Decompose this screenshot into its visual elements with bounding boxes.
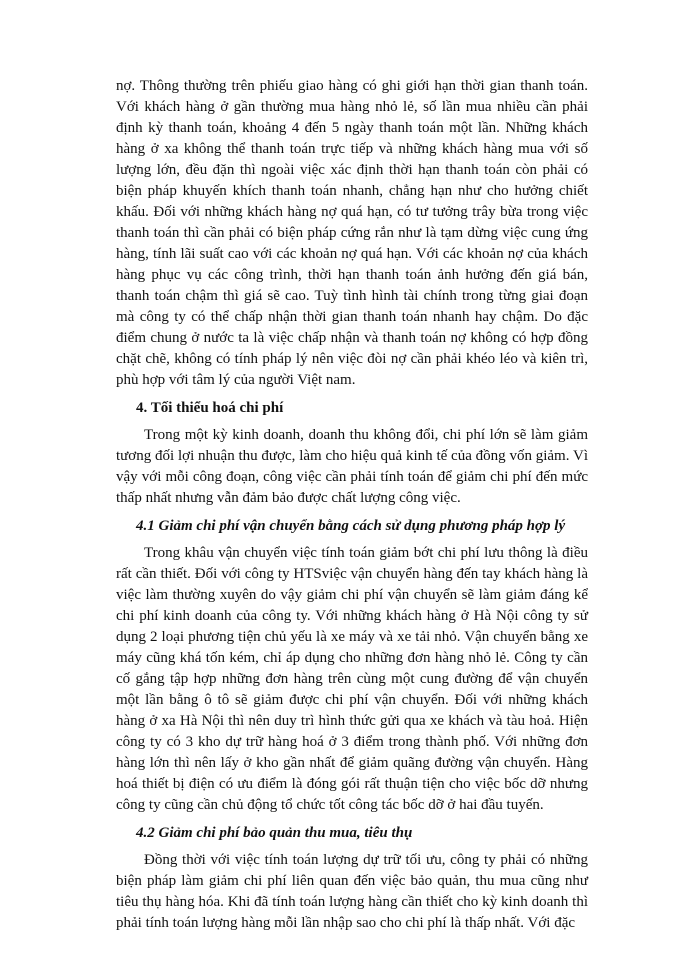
document-body [116, 76, 588, 934]
paragraph-transport-cost: Trong khâu vận chuyển việc tính toán giảm bớt chi phí lưu thông là điều rất cần thiết. Đối với công ty HTSviệc vận chuyển hàng đến tay khách hàng là việc làm thường xuyên do vậy giảm chi phí vận chuyển sẽ làm giảm đáng kể chi phí kinh doanh của công ty. Với những khách hàng ở Hà Nội công ty sử dụng 2 loại phương tiện chủ yếu là xe máy và xe tải nhỏ. Vận chuyển bằng xe máy cũng khá tốn kém, chỉ áp dụng cho những đơn hàng nhỏ lẻ. Công ty cần cố gắng tập hợp những đơn hàng trên cùng một cung đường để vận chuyển một lần bằng ô tô sẽ giảm được chi phí vận chuyển. Đối với những khách hàng ở xa Hà Nội thì nên duy trì hình thức gửi qua xe khách và tàu hoả. Hiện công ty có 3 kho dự trữ hàng hoá ở 3 điểm trong thành phố. Với những đơn hàng lớn thì nên lấy ở kho gần nhất để giảm quãng đường vận chuyển. Hàng hoá thiết bị điện có ưu điểm là đóng gói rất thuận tiện cho việc bốc dỡ nhưng công ty cũng cần chủ động tổ chức tốt công tác bốc dỡ ở hai đầu tuyến. [116, 545, 588, 813]
paragraph-cost-intro: Trong một kỳ kinh doanh, doanh thu không đổi, chi phí lớn sẽ làm giảm tương đối lợi nhuận thu được, làm cho hiệu quả kinh tế của đồng vốn giảm. Vì vậy với mỗi công đoạn, công việc cần phải tính toán để giảm chi phí đến mức thấp nhất nhưng vẫn đảm bảo được chất lượng công việc. [116, 427, 588, 506]
subsection-heading-storage-cost: 4.2 Giảm chi phí bảo quản thu mua, tiêu thụ [136, 825, 413, 841]
paragraph-debt-collection: nợ. Thông thường trên phiếu giao hàng có ghi giới hạn thời gian thanh toán. Với khách hàng ở gần thường mua hàng nhỏ lẻ, số lần mua nhiều cần phải định kỳ thanh toán, khoảng 4 đến 5 ngày thanh toán một lần. Những khách hàng ở xa không thể thanh toán trực tiếp và những khách hàng mua với số lượng lớn, đều đặn thì ngoài việc xác định thời hạn thanh toán còn phải có biện pháp khuyến khích thanh toán nhanh, chẳng hạn như cho hưởng chiết khấu. Đối với những khách hàng nợ quá hạn, có tư tưởng trây bừa trong việc thanh toán thì cần phải có biện pháp cứng rắn như là tạm dừng việc cung ứng hàng, tính lãi suất cao với các khoản nợ quá hạn. Với các khoản nợ của khách hàng phục vụ các công trình, thời hạn thanh toán ảnh hưởng đến giá bán, thanh toán chậm thì giá sẽ cao. Tuỳ tình hình tài chính trong từng giai đoạn mà công ty có thể chấp nhận thời gian thanh toán nhanh hay chậm. Do đặc điểm chung ở nước ta là việc chấp nhận và thanh toán nợ không có hợp đồng chặt chẽ, không có tính pháp lý nên việc đòi nợ cần phải khéo léo và kiên trì, phù hợp với tâm lý của người Việt nam. [116, 78, 588, 388]
paragraph-storage-cost: Đồng thời với việc tính toán lượng dự trữ tối ưu, công ty phải có những biện pháp làm giảm chi phí liên quan đến việc bảo quản, thu mua cũng như tiêu thụ hàng hóa. Khi đã tính toán lượng hàng cần thiết cho kỳ kinh doanh thì phải tính toán lượng hàng mỗi lần nhập sao cho chi phí là thấp nhất. Với đặc [116, 852, 588, 931]
section-heading-cost-minimization: 4. Tối thiểu hoá chi phí [136, 400, 284, 416]
subsection-heading-transport-cost: 4.1 Giảm chi phí vận chuyển bằng cách sử dụng phương pháp hợp lý [136, 518, 566, 534]
